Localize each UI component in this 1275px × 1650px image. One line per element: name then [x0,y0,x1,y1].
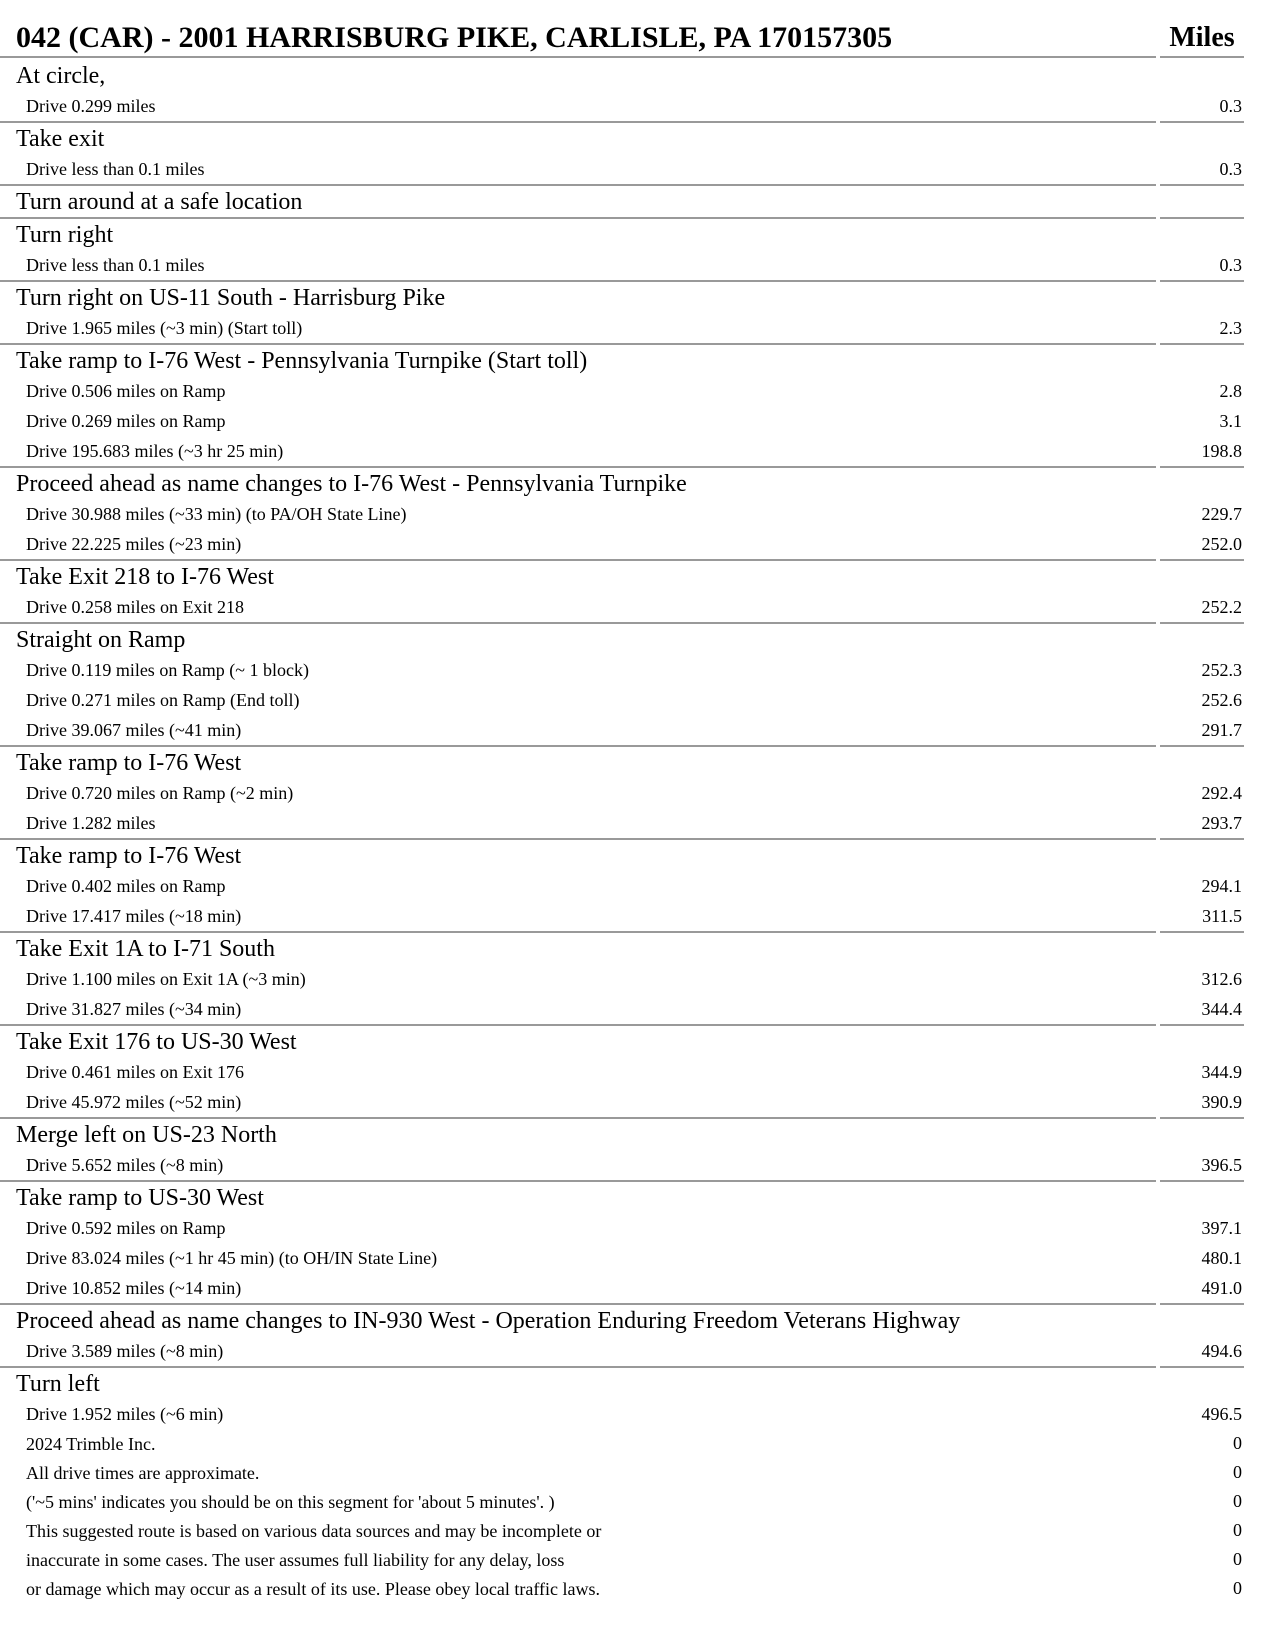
cumulative-miles: 2.8 [1219,380,1242,401]
cumulative-miles: 396.5 [1201,1154,1242,1175]
separator-line [1160,280,1244,282]
step-instruction: Take Exit 176 to US-30 West [16,1029,297,1055]
drive-row [0,778,1275,808]
drive-text: Drive 0.258 miles on Exit 218 [26,597,244,617]
drive-text: Drive less than 0.1 miles [26,255,205,275]
step-instruction: Proceed ahead as name changes to IN-930 West - Operation Enduring Freedom Veterans Highway [16,1308,961,1334]
cumulative-miles: 291.7 [1201,719,1242,740]
drive-text: Drive 0.592 miles on Ramp [26,1218,226,1238]
drive-row [0,1150,1275,1180]
drive-row [0,406,1275,436]
drive-text: Drive 0.461 miles on Exit 176 [26,1062,244,1082]
direction-step [0,343,1275,466]
drive-text: Drive 0.271 miles on Ramp (End toll) [26,690,300,710]
drive-text: Drive 0.119 miles on Ramp (~ 1 block) [26,660,310,680]
direction-step [0,745,1275,838]
direction-step [0,1303,1275,1366]
drive-text: Drive 0.506 miles on Ramp [26,381,226,401]
step-instruction-row [0,1024,1275,1057]
cumulative-miles: 252.6 [1201,689,1242,710]
direction-step [0,1180,1275,1303]
cumulative-miles: 480.1 [1201,1247,1242,1268]
separator-line [1160,745,1244,747]
drive-row [0,313,1275,343]
direction-step [0,559,1275,622]
cumulative-miles: 252.3 [1201,659,1242,680]
footer-miles: 0 [1233,1433,1242,1453]
drive-row [0,1336,1275,1366]
drive-row [0,1087,1275,1117]
step-instruction-row [0,121,1275,154]
drive-row [0,964,1275,994]
drive-text: Drive 1.965 miles (~3 min) (Start toll) [26,318,303,338]
separator-line [0,745,1156,747]
route-title: 042 (CAR) - 2001 HARRISBURG PIKE, CARLISLE, PA 170157305 [0,20,1156,58]
drive-text: Drive 0.269 miles on Ramp [26,411,226,431]
miles-column-header: Miles [1160,20,1244,58]
step-instruction: Take ramp to US-30 West [16,1185,264,1211]
direction-step [0,622,1275,745]
step-instruction: Take exit [16,126,105,152]
cumulative-miles: 344.9 [1201,1061,1242,1082]
separator-line [1160,184,1244,186]
drive-text: Drive 30.988 miles (~33 min) (to PA/OH State Line) [26,504,407,524]
drive-row [0,436,1275,466]
direction-step [0,838,1275,931]
separator-line [0,622,1156,624]
cumulative-miles: 252.0 [1201,533,1242,554]
direction-step [0,121,1275,184]
separator-line [0,931,1156,933]
step-instruction: Take ramp to I-76 West - Pennsylvania Turnpike (Start toll) [16,348,588,374]
step-instruction-row [0,58,1275,91]
drive-text: Drive 5.652 miles (~8 min) [26,1155,224,1175]
footer-row [0,1487,1275,1516]
footer-text: All drive times are approximate. [26,1462,260,1483]
cumulative-miles: 0.3 [1219,158,1242,179]
cumulative-miles: 496.5 [1201,1403,1242,1424]
direction-step [0,58,1275,121]
footer-row [0,1545,1275,1574]
step-instruction: Merge left on US-23 North [16,1122,277,1148]
footer-miles: 0 [1233,1491,1242,1511]
separator-line [1160,931,1244,933]
direction-step [0,1366,1275,1429]
drive-row [0,1213,1275,1243]
separator-line [1160,838,1244,840]
separator-line [0,1366,1156,1368]
separator-line [0,1117,1156,1119]
separator-line [0,217,1156,219]
drive-row [0,91,1275,121]
footer-row [0,1458,1275,1487]
cumulative-miles: 292.4 [1201,782,1242,803]
disclaimer-footer [0,1429,1275,1603]
separator-line [0,184,1156,186]
footer-miles: 0 [1233,1578,1242,1598]
drive-text: Drive 0.720 miles on Ramp (~2 min) [26,783,294,803]
separator-line [1160,466,1244,468]
footer-miles: 0 [1233,1520,1242,1540]
drive-row [0,250,1275,280]
cumulative-miles: 2.3 [1219,317,1242,338]
cumulative-miles: 312.6 [1201,968,1242,989]
separator-line [0,121,1156,123]
step-instruction: At circle, [16,63,106,89]
cumulative-miles: 198.8 [1201,440,1242,461]
step-instruction-row [0,184,1275,217]
drive-row [0,154,1275,184]
drive-row [0,655,1275,685]
step-instruction: Turn right [16,222,114,248]
drive-row [0,1399,1275,1429]
step-instruction-row [0,217,1275,250]
drive-text: Drive 1.100 miles on Exit 1A (~3 min) [26,969,306,989]
step-instruction-row [0,343,1275,376]
drive-text: Drive 17.417 miles (~18 min) [26,906,242,926]
direction-step [0,280,1275,343]
step-instruction-row [0,466,1275,499]
directions-header [0,14,1275,58]
cumulative-miles: 390.9 [1201,1091,1242,1112]
cumulative-miles: 229.7 [1201,503,1242,524]
separator-line [1160,1366,1244,1368]
separator-line [0,1180,1156,1182]
drive-text: Drive 195.683 miles (~3 hr 25 min) [26,441,284,461]
footer-miles: 0 [1233,1549,1242,1569]
step-instruction: Turn around at a safe location [16,189,303,215]
drive-text: Drive 0.299 miles [26,96,156,116]
step-instruction-row [0,622,1275,655]
drive-row [0,901,1275,931]
separator-line [1160,1024,1244,1026]
direction-step [0,1117,1275,1180]
step-instruction-row [0,1180,1275,1213]
footer-miles: 0 [1233,1462,1242,1482]
drive-row [0,1243,1275,1273]
direction-steps [0,58,1275,1429]
step-instruction-row [0,931,1275,964]
step-instruction-row [0,745,1275,778]
step-instruction-row [0,1117,1275,1150]
separator-line [0,1024,1156,1026]
separator-line [1160,343,1244,345]
drive-row [0,808,1275,838]
drive-text: Drive 22.225 miles (~23 min) [26,534,242,554]
step-instruction-row [0,1366,1275,1399]
drive-text: Drive 31.827 miles (~34 min) [26,999,242,1019]
separator-line [1160,559,1244,561]
step-instruction-row [0,838,1275,871]
separator-line [0,1303,1156,1305]
separator-line [0,559,1156,561]
drive-text: Drive 3.589 miles (~8 min) [26,1341,224,1361]
step-instruction: Take Exit 1A to I-71 South [16,936,275,962]
step-instruction: Take ramp to I-76 West [16,843,242,869]
separator-line [0,838,1156,840]
drive-row [0,1273,1275,1303]
drive-text: Drive 10.852 miles (~14 min) [26,1278,242,1298]
drive-row [0,376,1275,406]
direction-step [0,931,1275,1024]
cumulative-miles: 494.6 [1201,1340,1242,1361]
footer-text: 2024 Trimble Inc. [26,1433,156,1454]
footer-text: or damage which may occur as a result of its use. Please obey local traffic laws. [26,1578,600,1599]
drive-text: Drive 0.402 miles on Ramp [26,876,226,896]
step-instruction-row [0,559,1275,592]
footer-text: ('~5 mins' indicates you should be on this segment for 'about 5 minutes'. ) [26,1491,555,1512]
separator-line [1160,121,1244,123]
separator-line [1160,1117,1244,1119]
separator-line [0,343,1156,345]
cumulative-miles: 344.4 [1201,998,1242,1019]
step-instruction: Proceed ahead as name changes to I-76 West - Pennsylvania Turnpike [16,471,687,497]
cumulative-miles: 3.1 [1219,410,1242,431]
cumulative-miles: 294.1 [1201,875,1242,896]
drive-text: Drive 45.972 miles (~52 min) [26,1092,242,1112]
cumulative-miles: 0.3 [1219,254,1242,275]
separator-line [1160,217,1244,219]
cumulative-miles: 0.3 [1219,95,1242,116]
drive-row [0,715,1275,745]
footer-row [0,1516,1275,1545]
direction-step [0,217,1275,280]
drive-text: Drive 83.024 miles (~1 hr 45 min) (to OH/IN State Line) [26,1248,438,1268]
footer-text: This suggested route is based on various data sources and may be incomplete or [26,1520,602,1541]
separator-line [0,466,1156,468]
drive-text: Drive 1.282 miles [26,813,156,833]
step-instruction: Turn left [16,1371,100,1397]
drive-text: Drive 39.067 miles (~41 min) [26,720,242,740]
footer-row [0,1574,1275,1603]
drive-text: Drive less than 0.1 miles [26,159,205,179]
drive-row [0,994,1275,1024]
direction-step [0,1024,1275,1117]
cumulative-miles: 293.7 [1201,812,1242,833]
drive-row [0,871,1275,901]
direction-step [0,466,1275,559]
step-instruction: Straight on Ramp [16,627,186,653]
separator-line [1160,622,1244,624]
step-instruction-row [0,280,1275,313]
drive-row [0,592,1275,622]
step-instruction-row [0,1303,1275,1336]
cumulative-miles: 252.2 [1201,596,1242,617]
step-instruction: Turn right on US-11 South - Harrisburg Pike [16,285,446,311]
cumulative-miles: 491.0 [1201,1277,1242,1298]
direction-step [0,184,1275,217]
drive-row [0,499,1275,529]
drive-text: Drive 1.952 miles (~6 min) [26,1404,224,1424]
separator-line [1160,1180,1244,1182]
footer-text: inaccurate in some cases. The user assumes full liability for any delay, loss [26,1549,565,1570]
footer-row [0,1429,1275,1458]
step-instruction: Take ramp to I-76 West [16,750,242,776]
cumulative-miles: 397.1 [1201,1217,1242,1238]
drive-row [0,529,1275,559]
cumulative-miles: 311.5 [1202,905,1242,926]
drive-row [0,1057,1275,1087]
step-instruction: Take Exit 218 to I-76 West [16,564,274,590]
drive-row [0,685,1275,715]
separator-line [0,280,1156,282]
separator-line [1160,1303,1244,1305]
